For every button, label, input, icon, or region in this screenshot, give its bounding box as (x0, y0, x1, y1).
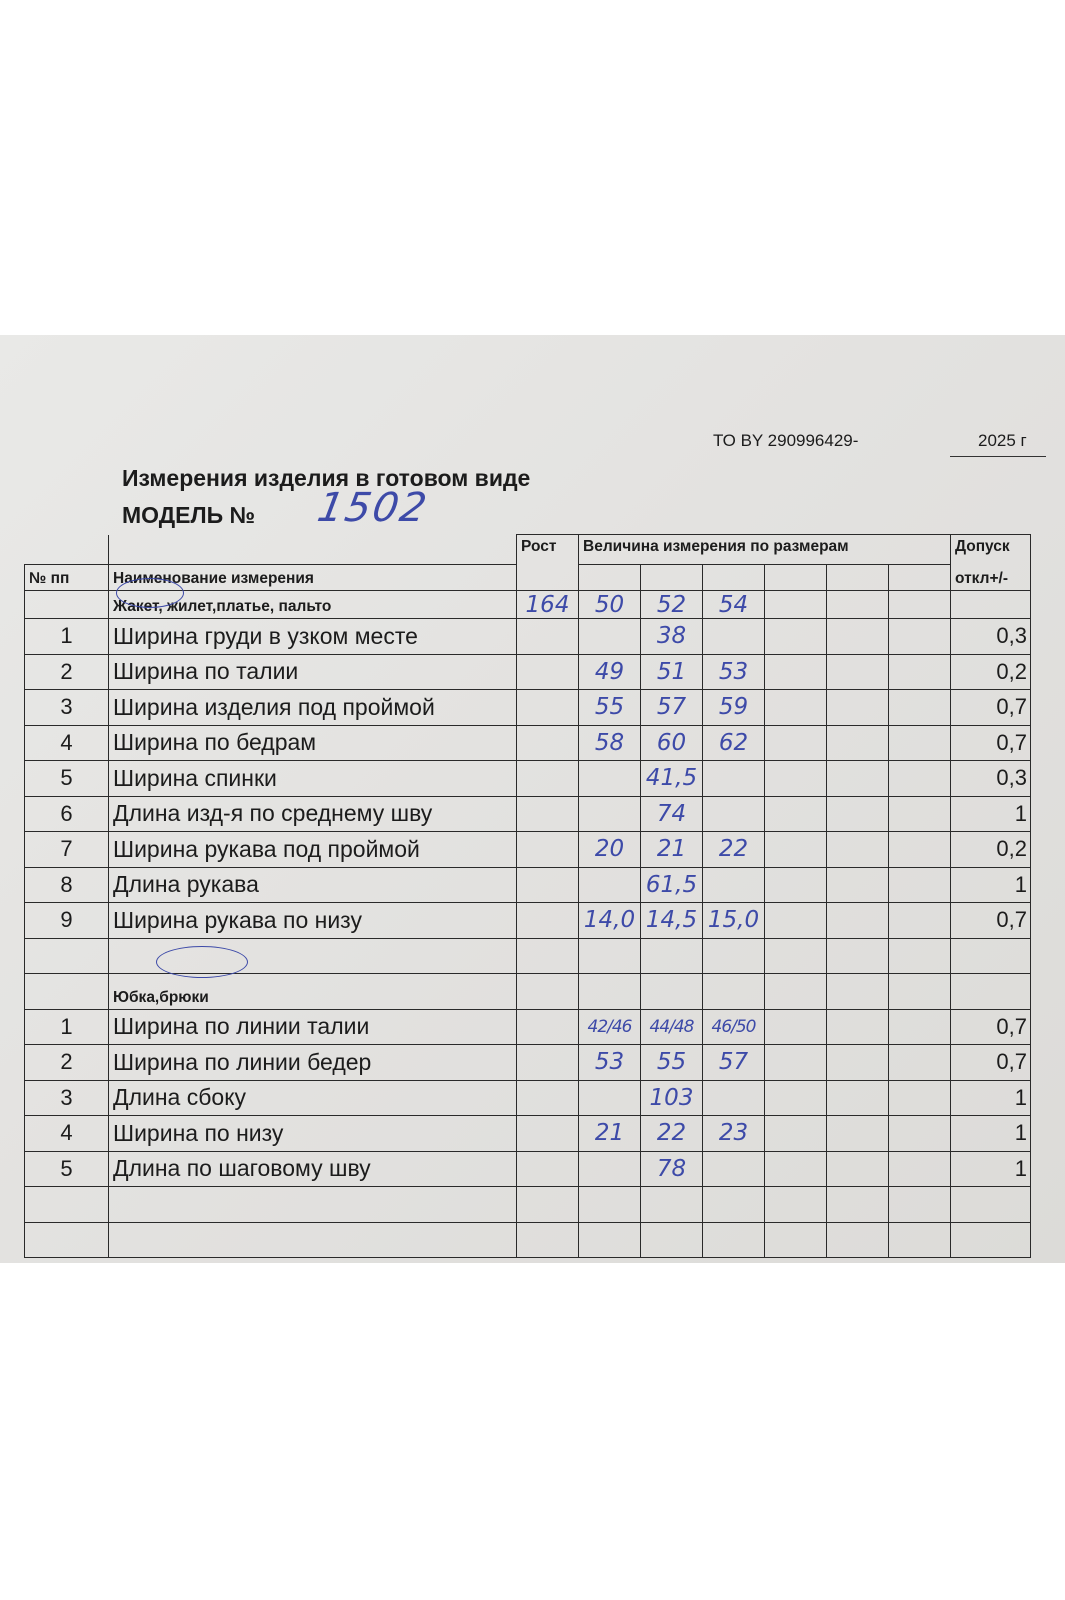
table-row (25, 1080, 1031, 1116)
tolerance-value: 0,3 (951, 761, 1031, 797)
size-value (765, 832, 827, 868)
size-value (765, 654, 827, 690)
table-row (25, 761, 1031, 797)
size-value (889, 867, 951, 903)
col-no-header: № пп (25, 565, 109, 591)
table-row (25, 796, 1031, 832)
size-value: 41,5 (641, 761, 703, 797)
size-value: 23 (703, 1116, 765, 1152)
size-value (889, 654, 951, 690)
size-value: 103 (641, 1080, 703, 1116)
height-cell (517, 1151, 579, 1187)
height-cell (517, 903, 579, 939)
tolerance-value: 1 (951, 1116, 1031, 1152)
size-value (765, 1151, 827, 1187)
col-tolerance-header-1: Допуск (951, 535, 1031, 565)
size-value: 61,5 (641, 867, 703, 903)
table-row (25, 619, 1031, 655)
size-value: 22 (641, 1116, 703, 1152)
measurement-name (109, 1222, 517, 1258)
header-row-1 (25, 535, 1031, 565)
measurement-name: Ширина по линии талии (109, 1009, 517, 1045)
row-number: 4 (25, 725, 109, 761)
size-value (765, 1009, 827, 1045)
height-cell (517, 1222, 579, 1258)
table-row (25, 1045, 1031, 1081)
size-value (827, 654, 889, 690)
size-value: 20 (579, 832, 641, 868)
tolerance-value (951, 1187, 1031, 1223)
model-number-handwritten: 1502 (313, 485, 432, 531)
size-value (765, 1116, 827, 1152)
table-cell (641, 974, 703, 1010)
size-value (827, 690, 889, 726)
size-value (703, 1222, 765, 1258)
tolerance-value: 0,7 (951, 1045, 1031, 1081)
size-value: 21 (579, 1116, 641, 1152)
size-value: 60 (641, 725, 703, 761)
row-number: 5 (25, 1151, 109, 1187)
measurement-name: Длина рукава (109, 867, 517, 903)
section-skirt-row (25, 974, 1031, 1010)
size-value: 44/48 (641, 1009, 703, 1045)
measurement-name: Ширина по низу (109, 1116, 517, 1152)
table-row (25, 1151, 1031, 1187)
size-value: 42/46 (579, 1009, 641, 1045)
row-number: 7 (25, 832, 109, 868)
size-value (827, 725, 889, 761)
size-value: 15,0 (703, 903, 765, 939)
table-cell (579, 974, 641, 1010)
row-number (25, 974, 109, 1010)
size-value (889, 1009, 951, 1045)
size-value: 58 (579, 725, 641, 761)
measurement-name: Длина сбоку (109, 1080, 517, 1116)
size-value: 38 (641, 619, 703, 655)
size-value (703, 1151, 765, 1187)
tolerance-value (951, 1222, 1031, 1258)
size-value (703, 619, 765, 655)
table-row (25, 903, 1031, 939)
size-value (765, 938, 827, 974)
size-value (765, 1045, 827, 1081)
size-label: 52 (641, 591, 703, 619)
measurement-name: Ширина по бедрам (109, 725, 517, 761)
row-number: 1 (25, 1009, 109, 1045)
height-cell (517, 725, 579, 761)
size-value (827, 903, 889, 939)
size-value (579, 1222, 641, 1258)
size-value (827, 1045, 889, 1081)
size-value: 57 (703, 1045, 765, 1081)
size-value (889, 690, 951, 726)
col-name-header: Наименование измерения (109, 565, 517, 591)
tolerance-value: 1 (951, 1151, 1031, 1187)
size-value (827, 1116, 889, 1152)
doc-year: 2025 г (978, 431, 1027, 450)
size-value: 59 (703, 690, 765, 726)
table-cell (765, 974, 827, 1010)
table-row (25, 1116, 1031, 1152)
measurement-name (109, 1187, 517, 1223)
measurement-name: Длина изд-я по среднему шву (109, 796, 517, 832)
size-value: 78 (641, 1151, 703, 1187)
row-number: 6 (25, 796, 109, 832)
table-row (25, 725, 1031, 761)
tolerance-value: 1 (951, 796, 1031, 832)
size-value: 55 (641, 1045, 703, 1081)
size-value: 49 (579, 654, 641, 690)
row-number: 8 (25, 867, 109, 903)
measurement-name: Ширина спинки (109, 761, 517, 797)
size-value (703, 867, 765, 903)
height-cell (517, 938, 579, 974)
section-jacket-title: Жакет, жилет,платье, пальто (109, 591, 517, 619)
size-value (641, 938, 703, 974)
measurement-name: Ширина рукава по низу (109, 903, 517, 939)
size-value (579, 619, 641, 655)
row-number: 2 (25, 654, 109, 690)
row-number: 3 (25, 690, 109, 726)
size-value (765, 690, 827, 726)
size-value: 22 (703, 832, 765, 868)
height-cell (517, 867, 579, 903)
height-cell (517, 1045, 579, 1081)
measurement-name: Ширина по талии (109, 654, 517, 690)
size-value (703, 1187, 765, 1223)
height-cell (517, 832, 579, 868)
table-row (25, 654, 1031, 690)
size-value (765, 725, 827, 761)
row-number (25, 938, 109, 974)
size-value (827, 938, 889, 974)
size-value (703, 938, 765, 974)
empty-row (25, 1222, 1031, 1258)
height-cell (517, 690, 579, 726)
size-value (579, 796, 641, 832)
tolerance-value: 0,3 (951, 619, 1031, 655)
size-value (579, 761, 641, 797)
measurement-table (24, 534, 1031, 1258)
measurement-name: Ширина груди в узком месте (109, 619, 517, 655)
measurement-name: Длина по шаговому шву (109, 1151, 517, 1187)
size-value (765, 1187, 827, 1223)
row-number: 5 (25, 761, 109, 797)
tolerance-value (951, 938, 1031, 974)
row-number: 3 (25, 1080, 109, 1116)
size-value (703, 796, 765, 832)
size-value (889, 1080, 951, 1116)
size-value (889, 619, 951, 655)
size-value (889, 1151, 951, 1187)
table-cell (951, 974, 1031, 1010)
hand-drawn-circle (156, 946, 248, 978)
size-value (889, 761, 951, 797)
height-cell (517, 1080, 579, 1116)
tolerance-value: 0,7 (951, 725, 1031, 761)
height-cell (517, 619, 579, 655)
size-value (827, 832, 889, 868)
model-label: МОДЕЛЬ № (122, 502, 256, 528)
height-cell (517, 1009, 579, 1045)
height-cell (517, 796, 579, 832)
row-number: 9 (25, 903, 109, 939)
height-cell (517, 1187, 579, 1223)
sheet-title: Измерения изделия в готовом виде (122, 465, 531, 491)
size-value: 62 (703, 725, 765, 761)
size-value: 14,0 (579, 903, 641, 939)
size-value (765, 1080, 827, 1116)
size-value (827, 761, 889, 797)
size-value (765, 903, 827, 939)
height-cell (517, 654, 579, 690)
size-value: 21 (641, 832, 703, 868)
size-value (889, 938, 951, 974)
table-cell (827, 974, 889, 1010)
table-cell (703, 974, 765, 1010)
hand-drawn-circle (116, 578, 184, 608)
tolerance-value: 0,2 (951, 832, 1031, 868)
size-value (579, 1151, 641, 1187)
size-value (889, 725, 951, 761)
row-number: 2 (25, 1045, 109, 1081)
table-row (25, 832, 1031, 868)
size-value: 74 (641, 796, 703, 832)
size-value (765, 619, 827, 655)
tolerance-value: 0,2 (951, 654, 1031, 690)
size-value (765, 1222, 827, 1258)
section-title: Юбка,брюки (109, 974, 517, 1010)
row-number (25, 1222, 109, 1258)
row-number (25, 1187, 109, 1223)
size-value (703, 761, 765, 797)
size-value (889, 903, 951, 939)
table-row (25, 1009, 1031, 1045)
size-value (827, 867, 889, 903)
size-value (889, 796, 951, 832)
table-row (25, 690, 1031, 726)
size-value (889, 1045, 951, 1081)
size-value (579, 867, 641, 903)
tolerance-value: 0,7 (951, 1009, 1031, 1045)
size-value: 51 (641, 654, 703, 690)
size-value (827, 1187, 889, 1223)
size-value: 55 (579, 690, 641, 726)
size-value: 53 (579, 1045, 641, 1081)
measurement-name: Ширина изделия под проймой (109, 690, 517, 726)
size-value: 46/50 (703, 1009, 765, 1045)
size-value (889, 1222, 951, 1258)
measurement-name: Ширина рукава под проймой (109, 832, 517, 868)
size-value (579, 1187, 641, 1223)
col-height-header: Рост (517, 535, 579, 591)
tolerance-value: 1 (951, 1080, 1031, 1116)
height-cell (517, 761, 579, 797)
size-value (765, 796, 827, 832)
size-value (827, 1080, 889, 1116)
doc-reference: ТО BY 290996429- (713, 431, 859, 450)
size-value: 57 (641, 690, 703, 726)
size-value (889, 1187, 951, 1223)
size-value (827, 619, 889, 655)
year-underline (950, 456, 1046, 457)
table-cell (889, 974, 951, 1010)
table-cell (517, 974, 579, 1010)
size-value (641, 1222, 703, 1258)
height-value: 164 (517, 591, 579, 619)
size-value (703, 1080, 765, 1116)
size-value (765, 867, 827, 903)
size-value (827, 1151, 889, 1187)
tolerance-value: 0,7 (951, 690, 1031, 726)
tolerance-value: 1 (951, 867, 1031, 903)
measurement-name: Ширина по линии бедер (109, 1045, 517, 1081)
size-value (641, 1187, 703, 1223)
table-row (25, 867, 1031, 903)
row-number: 4 (25, 1116, 109, 1152)
size-value: 14,5 (641, 903, 703, 939)
size-label: 50 (579, 591, 641, 619)
empty-row (25, 1187, 1031, 1223)
size-value (579, 938, 641, 974)
col-tolerance-header-2: откл+/- (951, 565, 1031, 591)
size-value (889, 832, 951, 868)
size-label: 54 (703, 591, 765, 619)
col-sizes-header: Величина измерения по размерам (579, 535, 951, 565)
row-number: 1 (25, 619, 109, 655)
measurement-sheet (0, 335, 1065, 1263)
tolerance-value: 0,7 (951, 903, 1031, 939)
size-value (765, 761, 827, 797)
size-value (827, 1009, 889, 1045)
size-value (889, 1116, 951, 1152)
size-value: 53 (703, 654, 765, 690)
size-value (827, 1222, 889, 1258)
size-value (827, 796, 889, 832)
height-cell (517, 1116, 579, 1152)
size-value (579, 1080, 641, 1116)
